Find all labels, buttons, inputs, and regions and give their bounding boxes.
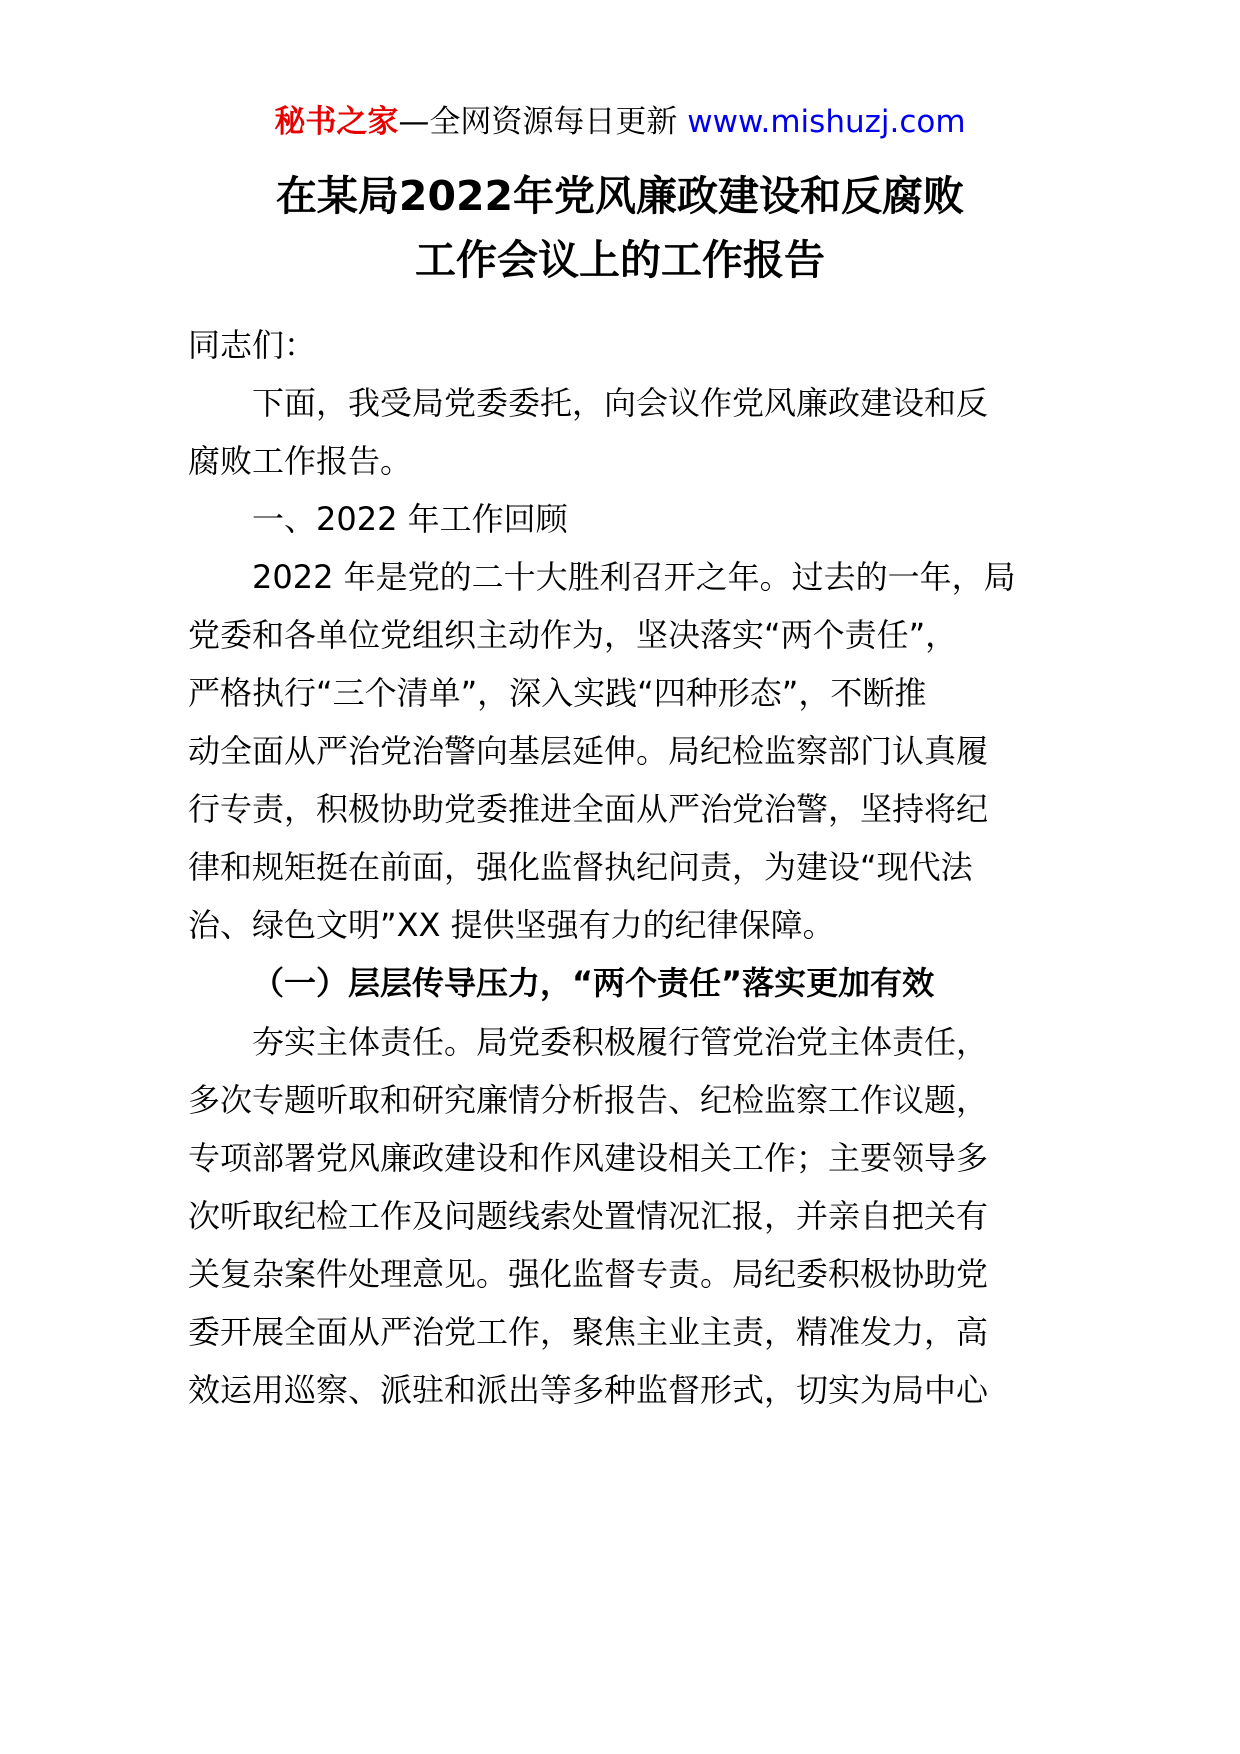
paragraph-line: 党委和各单位党组织主动作为，坚决落实“两个责任”， — [188, 616, 958, 654]
document-title-line-2: 工作会议上的工作报告 — [415, 236, 825, 284]
paragraph-line: 多次专题听取和研究廉情分析报告、纪检监察工作议题， — [188, 1081, 989, 1119]
header-tagline: —全网资源每日更新 — [398, 104, 678, 140]
paragraph-line: 治、绿色文明”XX 提供坚强有力的纪律保障。 — [188, 906, 835, 944]
paragraph-line: 委开展全面从严治党工作，聚焦主业主责，精准发力，高 — [188, 1313, 989, 1351]
site-header — [0, 100, 1240, 144]
paragraph-line: 2022 年是党的二十大胜利召开之年。过去的一年，局 — [252, 558, 1016, 596]
paragraph-line: 效运用巡察、派驻和派出等多种监督形式，切实为局中心 — [188, 1371, 989, 1409]
paragraph-line: 行专责，积极协助党委推进全面从严治党治警，坚持将纪 — [188, 790, 989, 828]
paragraph-line: 动全面从严治党治警向基层延伸。局纪检监察部门认真履 — [188, 732, 989, 770]
paragraph-line: 律和规矩挺在前面，强化监督执纪问责，为建设“现代法 — [188, 848, 973, 886]
paragraph-line: 专项部署党风廉政建设和作风建设相关工作；主要领导多 — [188, 1139, 989, 1177]
paragraph-line: 关复杂案件处理意见。强化监督专责。局纪委积极协助党 — [188, 1255, 989, 1293]
site-url-link[interactable]: www.mishuzj.com — [687, 104, 966, 140]
salutation: 同志们： — [188, 326, 317, 364]
section-heading: 一、2022 年工作回顾 — [252, 500, 568, 538]
subsection-heading: （一）层层传导压力，“两个责任”落实更加有效 — [252, 964, 935, 1002]
paragraph-line: 夯实主体责任。局党委积极履行管党治党主体责任， — [252, 1023, 989, 1061]
document-title-line-1: 在某局2022年党风廉政建设和反腐败 — [275, 172, 965, 220]
paragraph-line: 次听取纪检工作及问题线索处置情况汇报，并亲自把关有 — [188, 1197, 989, 1235]
paragraph-line: 腐败工作报告。 — [188, 442, 413, 480]
paragraph-line: 严格执行“三个清单”，深入实践“四种形态”，不断推 — [188, 674, 927, 712]
brand-name: 秘书之家 — [274, 104, 399, 140]
paragraph-line: 下面，我受局党委委托，向会议作党风廉政建设和反 — [252, 384, 989, 422]
